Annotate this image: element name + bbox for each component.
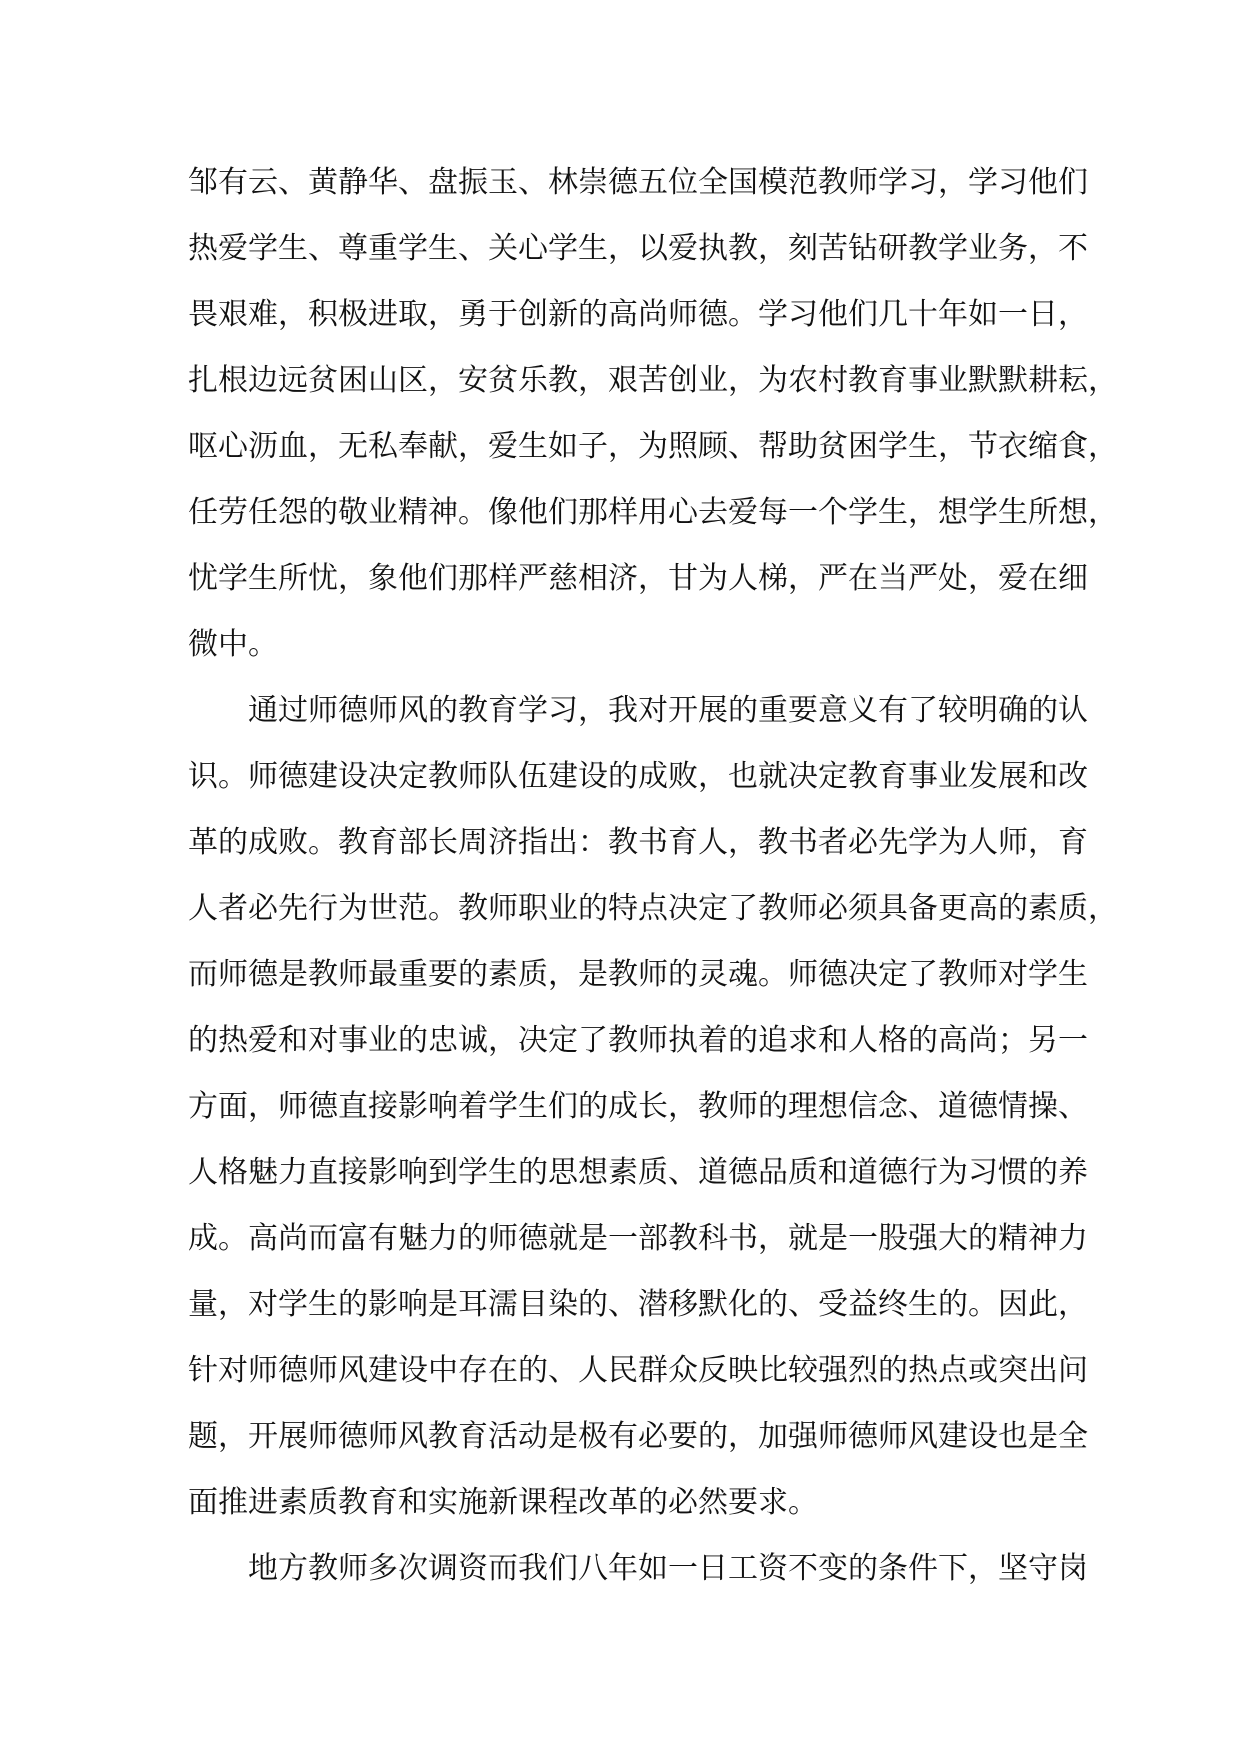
text-line: 方面，师德直接影响着学生们的成长，教师的理想信念、道德情操、 (188, 1089, 1088, 1124)
text-line: 人者必先行为世范。教师职业的特点决定了教师必须具备更高的素质， (188, 891, 1118, 926)
text-line: 地方教师多次调资而我们八年如一日工资不变的条件下，坚守岗 (248, 1551, 1088, 1586)
text-line: 任劳任怨的敬业精神。像他们那样用心去爱每一个学生，想学生所想， (188, 495, 1118, 530)
text-line: 邹有云、黄静华、盘振玉、林崇德五位全国模范教师学习，学习他们 (188, 165, 1088, 200)
text-line: 而师德是教师最重要的素质，是教师的灵魂。师德决定了教师对学生 (188, 957, 1088, 992)
text-line: 成。高尚而富有魅力的师德就是一部教科书，就是一股强大的精神力 (188, 1221, 1088, 1256)
text-line: 微中。 (188, 627, 278, 662)
body-text (188, 150, 1118, 1602)
text-line: 针对师德师风建设中存在的、人民群众反映比较强烈的热点或突出问 (188, 1353, 1088, 1388)
text-line: 呕心沥血，无私奉献，爱生如子，为照顾、帮助贫困学生，节衣缩食， (188, 429, 1118, 464)
text-line: 题，开展师德师风教育活动是极有必要的，加强师德师风建设也是全 (188, 1419, 1088, 1454)
text-line: 畏艰难，积极进取，勇于创新的高尚师德。学习他们几十年如一日， (188, 297, 1088, 332)
text-line: 通过师德师风的教育学习，我对开展的重要意义有了较明确的认 (248, 693, 1088, 728)
text-line: 革的成败。教育部长周济指出：教书育人，教书者必先学为人师，育 (188, 825, 1088, 860)
text-line: 识。师德建设决定教师队伍建设的成败，也就决定教育事业发展和改 (188, 759, 1088, 794)
text-line: 人格魅力直接影响到学生的思想素质、道德品质和道德行为习惯的养 (188, 1155, 1088, 1190)
text-line: 量，对学生的影响是耳濡目染的、潜移默化的、受益终生的。因此， (188, 1287, 1088, 1322)
text-line: 热爱学生、尊重学生、关心学生，以爱执教，刻苦钻研教学业务，不 (188, 231, 1088, 266)
text-line: 扎根边远贫困山区，安贫乐教，艰苦创业，为农村教育事业默默耕耘， (188, 363, 1118, 398)
text-line: 面推进素质教育和实施新课程改革的必然要求。 (188, 1485, 818, 1520)
text-line: 忧学生所忧，象他们那样严慈相济，甘为人梯，严在当严处，爱在细 (188, 561, 1088, 596)
text-line: 的热爱和对事业的忠诚，决定了教师执着的追求和人格的高尚；另一 (188, 1023, 1088, 1058)
